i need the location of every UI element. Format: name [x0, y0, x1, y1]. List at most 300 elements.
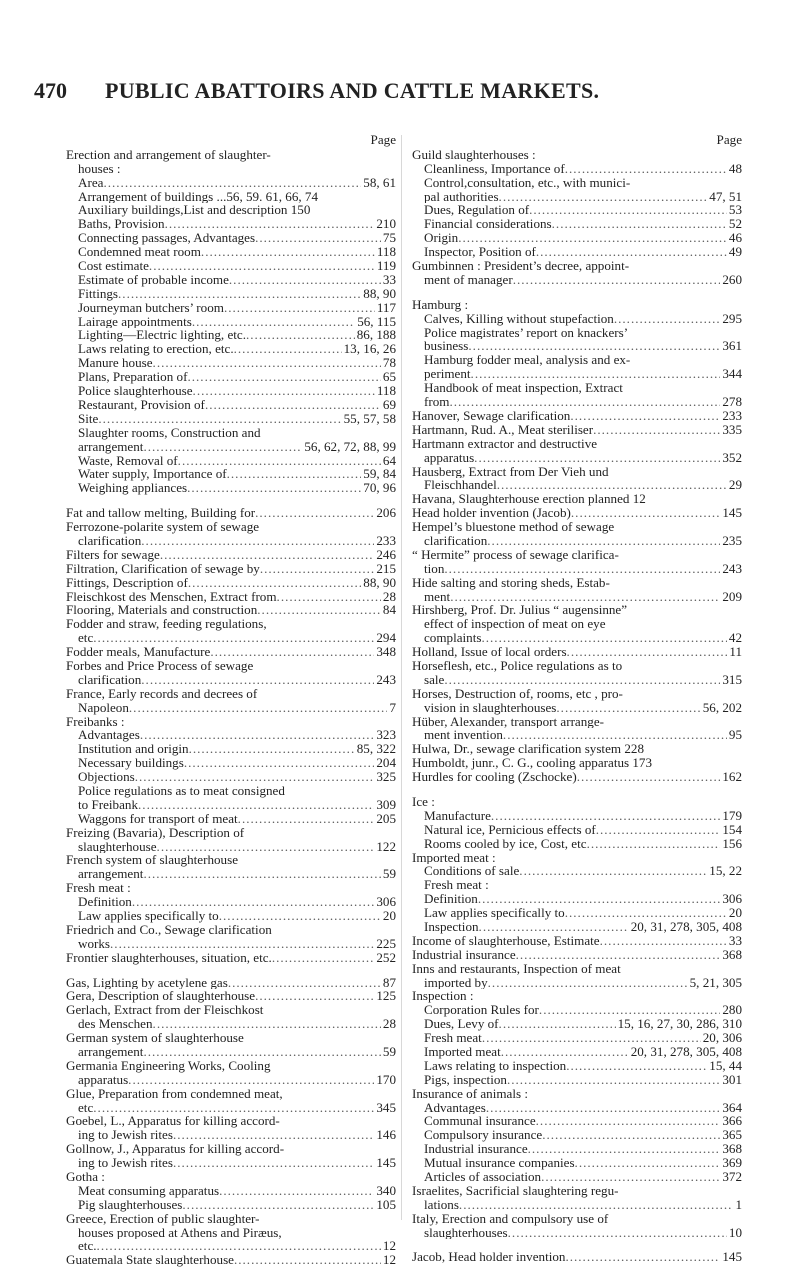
entry-text: Forbes and Price Process of sewage — [66, 658, 254, 673]
entry-page-ref: 205 — [376, 811, 396, 826]
index-entry — [412, 728, 742, 742]
column-head: Page — [716, 132, 742, 147]
index-entry — [412, 948, 742, 962]
dot-leader — [132, 895, 375, 909]
entry-page-ref: 235 — [722, 533, 742, 548]
entry-text: effect of inspection of meat on eye — [424, 617, 606, 632]
dot-leader — [565, 162, 727, 176]
index-entry — [66, 231, 396, 245]
entry-text: German system of slaughterhouse — [66, 1031, 244, 1046]
entry-text: Hamburg : — [412, 297, 469, 312]
entry-page-ref: 145 — [376, 1156, 396, 1171]
entry-text: Fleischhandel — [424, 478, 497, 493]
entry-text: lations — [424, 1197, 459, 1212]
entry-text: Waste, Removal of — [78, 453, 178, 468]
entry-text: Ferrozone-polarite system of sewage — [66, 520, 260, 534]
index-entry — [66, 826, 396, 840]
dot-leader — [153, 1017, 381, 1031]
entry-text: “ Hermite” process of sewage clarifica- — [412, 547, 619, 562]
index-entry — [412, 756, 742, 770]
entry-text: Inspector, Position of — [424, 245, 536, 260]
dot-leader — [556, 701, 700, 715]
index-entry — [412, 1142, 742, 1156]
entry-page-ref: 179 — [722, 808, 742, 823]
dot-leader — [450, 590, 720, 604]
entry-page-ref: 243 — [722, 561, 742, 576]
entry-text: arrangement — [78, 439, 144, 454]
dot-leader — [153, 356, 381, 370]
entry-page-ref: 368 — [722, 1142, 742, 1157]
entry-text: Imported meat — [424, 1045, 501, 1059]
entry-page-ref: 13, 16, 26 — [343, 342, 396, 357]
entry-page-ref: 260 — [722, 272, 742, 287]
dot-leader — [565, 1250, 720, 1264]
entry-page-ref: 325 — [376, 770, 396, 784]
dot-leader — [491, 809, 720, 823]
entry-page-ref: 233 — [376, 533, 396, 548]
dot-leader — [474, 451, 720, 465]
entry-text: Advantages — [78, 728, 140, 743]
entry-page-ref: 11 — [729, 645, 742, 659]
entry-text: Pig slaughterhouses — [78, 1197, 183, 1212]
entry-text: Hurdles for cooling (Zschocke) — [412, 770, 577, 784]
entry-text: Germania Engineering Works, Cooling — [66, 1058, 271, 1073]
index-entry — [412, 409, 742, 423]
entry-text: Corporation Rules for — [424, 1003, 539, 1018]
entry-page-ref: 15, 44 — [709, 1058, 742, 1073]
dot-leader — [182, 1198, 374, 1212]
entry-page-ref: 10 — [728, 1225, 742, 1240]
entry-text: Guild slaughterhouses : — [412, 147, 536, 162]
entry-text: Weighing appliances — [78, 481, 188, 496]
index-entry — [412, 851, 742, 865]
entry-page-ref: 295 — [722, 311, 742, 326]
index-entry — [412, 478, 742, 492]
index-entry — [66, 203, 396, 217]
entry-page-ref: 145 — [722, 1250, 742, 1265]
entry-page-ref: 348 — [376, 645, 396, 659]
index-entry — [412, 548, 742, 562]
index-entry — [412, 617, 742, 631]
entry-text: Restaurant, Provision of — [78, 397, 205, 412]
index-entry — [66, 576, 396, 590]
index-entry — [66, 1184, 396, 1198]
index-entry — [412, 148, 742, 162]
dot-leader — [138, 798, 374, 812]
entry-text: Control,consultation, etc., with munici- — [424, 175, 631, 190]
index-entry — [66, 937, 396, 951]
index-entry — [412, 823, 742, 837]
entry-text: houses : — [78, 161, 121, 176]
entry-page-ref: 56, 202 — [702, 700, 742, 715]
entry-text: Dues, Regulation of — [424, 203, 530, 218]
entry-text: Fresh meat : — [66, 881, 131, 896]
entry-text: apparatus — [78, 1072, 129, 1087]
entry-text: arrangement — [78, 1045, 144, 1059]
entry-page-ref: 20 — [382, 909, 396, 923]
index-column-left — [66, 133, 396, 1267]
entry-text: Manufacture — [424, 808, 491, 823]
entry-text: from — [424, 395, 450, 409]
dot-leader — [552, 217, 727, 231]
column-head: Page — [370, 132, 396, 147]
index-entry — [412, 920, 742, 934]
entry-text: Laws relating to inspection — [424, 1058, 567, 1073]
dot-leader — [184, 756, 375, 770]
entry-text: Calves, Killing without stupefaction — [424, 311, 614, 326]
entry-page-ref: 309 — [376, 797, 396, 812]
entry-text: Fresh meat — [424, 1031, 482, 1046]
entry-page-ref: 365 — [722, 1128, 742, 1143]
index-entry — [66, 412, 396, 426]
entry-page-ref: 59 — [382, 867, 396, 882]
entry-text: Hüber, Alexander, transport arrange- — [412, 714, 605, 729]
entry-page-ref: 364 — [722, 1100, 742, 1115]
entry-page-ref: 70, 96 — [363, 481, 396, 496]
index-entry — [412, 1226, 742, 1240]
entry-text: Israelites, Sacrificial slaughtering regu- — [412, 1183, 619, 1198]
index-entry — [66, 881, 396, 895]
index-entry — [66, 770, 396, 784]
entry-text: Imported meat : — [412, 850, 496, 865]
entry-page-ref: 209 — [722, 589, 742, 604]
entry-page-ref: 280 — [722, 1003, 742, 1018]
index-entry — [412, 353, 742, 367]
entry-text: Greece, Erection of public slaughter- — [66, 1211, 260, 1226]
index-entry — [66, 1114, 396, 1128]
entry-text: Fleischkost des Menschen, Extract from — [66, 589, 277, 604]
entry-text: Estimate of probable income — [78, 272, 229, 287]
index-entry — [412, 1073, 742, 1087]
index-entry — [412, 989, 742, 1003]
entry-page-ref: 20, 306 — [702, 1031, 742, 1046]
entry-page-ref: 170 — [376, 1072, 396, 1087]
entry-text: Filtration, Clarification of sewage by — [66, 561, 260, 576]
entry-text: Hirshberg, Prof. Dr. Julius “ augensinne” — [412, 603, 628, 618]
index-entry — [412, 906, 742, 920]
entry-text: vision in slaughterhouses — [424, 700, 557, 715]
index-entry — [412, 770, 742, 784]
index-entry — [66, 867, 396, 881]
index-entry — [66, 923, 396, 937]
entry-text: Hulwa, Dr., sewage clarification system 228 — [412, 742, 644, 757]
index-entry — [412, 231, 742, 245]
entry-text: Police magistrates’ report on knackers’ — [424, 325, 629, 340]
entry-page-ref: 1 — [735, 1197, 742, 1212]
entry-text: Fodder meals, Manufacture — [66, 645, 211, 659]
dot-leader — [614, 312, 721, 326]
index-entry — [66, 548, 396, 562]
dot-leader — [507, 1073, 720, 1087]
entry-text: Financial considerations — [424, 217, 552, 232]
dot-leader — [135, 770, 375, 784]
dot-leader — [178, 454, 381, 468]
entry-text: apparatus — [424, 450, 475, 465]
entry-page-ref: 335 — [722, 422, 742, 437]
index-entry — [412, 465, 742, 479]
entry-text: ing to Jewish rites — [78, 1156, 173, 1171]
index-entry — [412, 976, 742, 990]
entry-text: complaints — [424, 631, 482, 646]
entry-page-ref: 368 — [722, 947, 742, 962]
index-column-right — [412, 133, 742, 1264]
dot-leader — [98, 412, 341, 426]
entry-page-ref: 28 — [382, 589, 396, 604]
entry-page-ref: 225 — [376, 936, 396, 951]
index-entry — [66, 520, 396, 534]
entry-text: Horseflesh, etc., Police regulations as to — [412, 658, 623, 673]
index-entry — [66, 1142, 396, 1156]
dot-leader — [593, 423, 720, 437]
entry-page-ref: 20 — [728, 906, 742, 920]
dot-leader — [536, 1114, 721, 1128]
dot-leader — [143, 867, 380, 881]
index-entry — [412, 645, 742, 659]
index-entry — [412, 451, 742, 465]
entry-text: Natural ice, Pernicious effects of — [424, 822, 596, 837]
index-entry — [66, 989, 396, 1003]
entry-page-ref: 361 — [722, 339, 742, 354]
entry-text: Pigs, inspection — [424, 1072, 507, 1087]
entry-text: Fat and tallow melting, Building for — [66, 506, 256, 521]
index-entry — [66, 1073, 396, 1087]
dot-leader — [501, 1045, 629, 1059]
entry-page-ref: 28 — [382, 1017, 396, 1032]
index-entry — [412, 190, 742, 204]
entry-page-ref: 12 — [382, 1239, 396, 1254]
dot-leader — [570, 409, 720, 423]
entry-text: periment — [424, 367, 471, 382]
index-entry — [66, 356, 396, 370]
dot-leader — [255, 506, 374, 520]
dot-leader — [201, 245, 375, 259]
index-entry — [66, 440, 396, 454]
entry-text: arrangement — [78, 867, 144, 882]
dot-leader — [255, 989, 374, 1003]
entry-text: Freizing (Bavaria), Description of — [66, 825, 245, 840]
index-entry — [412, 878, 742, 892]
entry-text: des Menschen — [78, 1017, 153, 1032]
entry-page-ref: 88, 90 — [363, 575, 396, 590]
dot-leader — [516, 948, 721, 962]
entry-text: Humboldt, junr., C. G., cooling apparatus 173 — [412, 756, 653, 771]
dot-leader — [189, 742, 355, 756]
dot-leader — [528, 1142, 721, 1156]
entry-text: Definition — [78, 895, 132, 909]
dot-leader — [458, 231, 727, 245]
dot-leader — [143, 1045, 380, 1059]
entry-text: Friedrich and Co., Sewage clarification — [66, 922, 272, 937]
entry-text: Auxiliary buildings,List and description 150 — [78, 203, 311, 218]
index-entry — [66, 162, 396, 176]
entry-text: Glue, Preparation from condemned meat, — [66, 1086, 283, 1101]
entry-text: Compulsory insurance — [424, 1128, 543, 1143]
index-entry — [412, 312, 742, 326]
index-entry — [412, 395, 742, 409]
entry-text: Law applies specifically to — [424, 906, 565, 920]
entry-text: Hamburg fodder meal, analysis and ex- — [424, 353, 631, 368]
index-entry — [66, 742, 396, 756]
dot-leader — [444, 673, 720, 687]
entry-page-ref: 95 — [728, 728, 742, 743]
index-entry — [412, 1170, 742, 1184]
index-entry — [66, 840, 396, 854]
entry-text: Inspection : — [412, 989, 474, 1004]
entry-text: Filters for sewage — [66, 547, 160, 562]
column-divider — [401, 135, 402, 1220]
entry-page-ref: 20, 31, 278, 305, 408 — [630, 920, 742, 934]
entry-text: Dues, Levy of — [424, 1017, 499, 1032]
entry-text: Hartmann extractor and destructive — [412, 436, 598, 451]
entry-page-ref: 215 — [376, 561, 396, 576]
dot-leader — [277, 590, 381, 604]
entry-text: Police regulations as to meat consigned — [78, 783, 285, 798]
index-entry — [412, 534, 742, 548]
index-entry — [412, 437, 742, 451]
index-entry — [66, 951, 396, 965]
index-entry — [412, 562, 742, 576]
index-entry — [66, 1031, 396, 1045]
index-entry — [66, 190, 396, 204]
index-entry — [66, 259, 396, 273]
entry-text: Italy, Erection and compulsory use of — [412, 1211, 609, 1226]
entry-text: Area — [78, 175, 104, 190]
index-entry — [412, 162, 742, 176]
entry-page-ref: 210 — [376, 217, 396, 232]
entry-text: Erection and arrangement of slaughter- — [66, 147, 271, 162]
entry-text: Articles of association — [424, 1170, 542, 1184]
entry-page-ref: 306 — [722, 892, 742, 907]
dot-leader — [444, 562, 720, 576]
entry-text: Hartmann, Rud. A., Meat steriliser — [412, 422, 594, 437]
dot-leader — [246, 328, 355, 342]
entry-text: ment of manager — [424, 272, 513, 287]
index-entry — [66, 715, 396, 729]
dot-leader — [539, 1003, 720, 1017]
entry-page-ref: 344 — [722, 367, 742, 382]
index-entry — [66, 1087, 396, 1101]
dot-leader — [571, 506, 720, 520]
entry-page-ref: 233 — [722, 408, 742, 423]
entry-text: pal authorities — [424, 189, 499, 204]
entry-page-ref: 33 — [728, 933, 742, 948]
entry-text: clarification — [424, 533, 488, 548]
entry-text: Law applies specifically to — [78, 909, 219, 923]
index-entry — [66, 1226, 396, 1240]
entry-page-ref: 29 — [728, 478, 742, 493]
dot-leader — [129, 701, 388, 715]
running-title: PUBLIC ABATTOIRS AND CATTLE MARKETS. — [105, 78, 600, 103]
index-entry — [412, 934, 742, 948]
dot-leader — [210, 645, 374, 659]
entry-page-ref: 65 — [382, 370, 396, 385]
entry-page-ref: 56, 62, 72, 88, 99 — [304, 439, 396, 454]
entry-page-ref: 85, 322 — [356, 742, 396, 757]
entry-page-ref: 345 — [376, 1100, 396, 1115]
entry-text: Laws relating to erection, etc. — [78, 342, 234, 357]
entry-text: Inspection — [424, 920, 479, 934]
entry-page-ref: 243 — [376, 672, 396, 687]
index-entry — [412, 659, 742, 673]
entry-page-ref: 118 — [376, 384, 396, 398]
index-entry — [412, 326, 742, 340]
entry-text: Advantages — [424, 1100, 486, 1115]
entry-text: Lairage appointments — [78, 314, 192, 329]
entry-text: Manure house — [78, 356, 153, 371]
index-entry — [66, 1059, 396, 1073]
entry-text: Napoleon — [78, 700, 129, 715]
entry-text: Rooms cooled by ice, Cost, etc — [424, 836, 587, 851]
entry-page-ref: 156 — [722, 836, 742, 851]
entry-page-ref: 84 — [382, 603, 396, 618]
dot-leader — [173, 1128, 374, 1142]
dot-leader — [542, 1128, 720, 1142]
entry-text: Gerlach, Extract from der Fleischkost — [66, 1003, 264, 1018]
index-entry — [412, 217, 742, 231]
index-entry — [412, 339, 742, 353]
entry-page-ref: 42 — [728, 631, 742, 646]
index-entry — [66, 1017, 396, 1031]
index-entry — [412, 506, 742, 520]
index-entry — [66, 217, 396, 231]
entry-page-ref: 369 — [722, 1156, 742, 1171]
dot-leader — [468, 339, 720, 353]
index-entry — [66, 1170, 396, 1184]
entry-page-ref: 204 — [376, 756, 396, 771]
entry-text: Institution and origin — [78, 742, 189, 757]
dot-leader — [141, 673, 374, 687]
index-entry — [412, 673, 742, 687]
index-entry — [66, 342, 396, 356]
dot-leader — [482, 1031, 701, 1045]
entry-text: Gas, Lighting by acetylene gas — [66, 975, 228, 990]
index-entry — [66, 481, 396, 495]
dot-leader — [187, 481, 361, 495]
dot-leader — [229, 273, 381, 287]
entry-text: Fodder and straw, feeding regulations, — [66, 617, 267, 632]
dot-leader — [141, 534, 374, 548]
entry-page-ref: 340 — [376, 1183, 396, 1198]
entry-text: Communal insurance — [424, 1114, 536, 1129]
entry-text: Industrial insurance — [424, 1142, 528, 1157]
entry-text: Waggons for transport of meat — [78, 811, 238, 826]
entry-page-ref: 64 — [382, 453, 396, 468]
index-entry — [412, 423, 742, 437]
section-gap — [412, 784, 742, 795]
entry-page-ref: 117 — [376, 300, 396, 315]
entry-text: Connecting passages, Advantages — [78, 231, 256, 246]
entry-text: Cost estimate — [78, 259, 149, 273]
dot-leader — [488, 976, 688, 990]
dot-leader — [567, 645, 728, 659]
entry-page-ref: 12 — [382, 1253, 396, 1267]
dot-leader — [449, 395, 720, 409]
dot-leader — [205, 398, 381, 412]
entry-page-ref: 15, 22 — [709, 864, 742, 879]
dot-leader — [600, 934, 727, 948]
index-entry — [66, 315, 396, 329]
entry-text: Gera, Description of slaughterhouse — [66, 989, 256, 1004]
entry-page-ref: 162 — [722, 770, 742, 784]
index-entry — [412, 715, 742, 729]
index-entry — [412, 809, 742, 823]
index-entry — [66, 976, 396, 990]
dot-leader — [272, 951, 375, 965]
index-entry — [412, 1017, 742, 1031]
entry-page-ref: 323 — [376, 728, 396, 743]
entry-page-ref: 47, 51 — [709, 189, 742, 204]
dot-leader — [479, 920, 629, 934]
